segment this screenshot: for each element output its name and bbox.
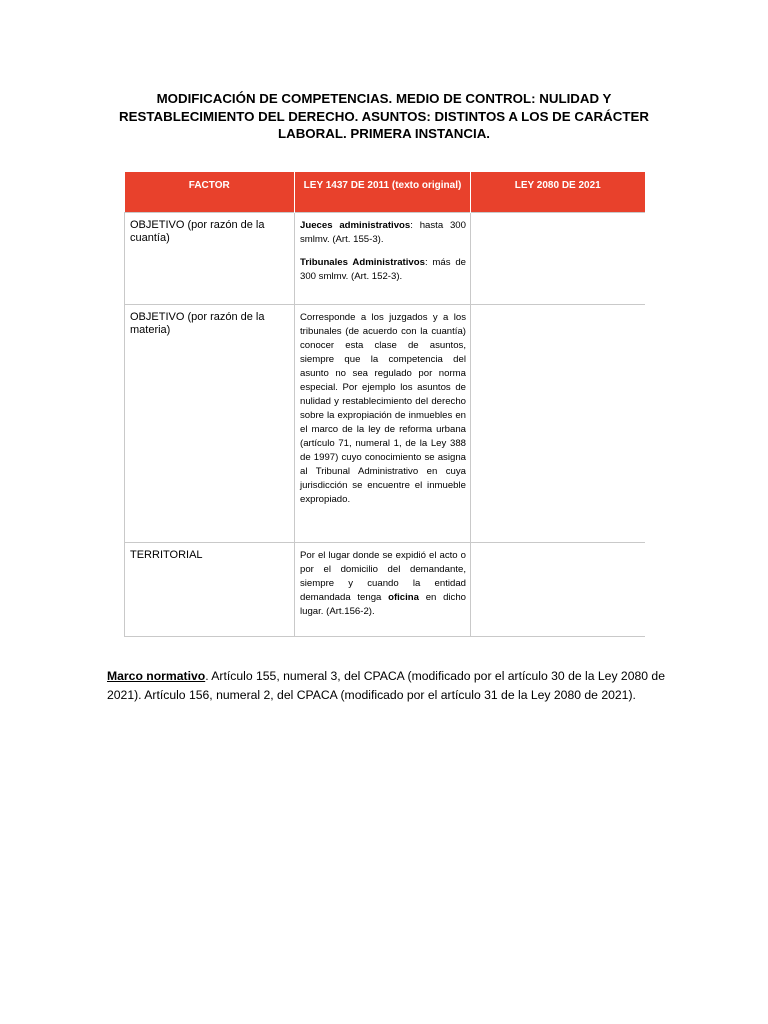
header-factor: FACTOR [125, 172, 295, 213]
territorial-text-after: en dicho lugar. (Art.156-2). [300, 592, 466, 617]
tribunales-label: Tribunales Administrativos [300, 257, 425, 268]
ley-2080-cell [471, 305, 645, 543]
territorial-text-bold: oficina [388, 592, 419, 603]
jueces-text: : hasta 300 smlmv. (Art. 155-3). [300, 220, 466, 245]
factor-cell: OBJETIVO (por razón de la materia) [125, 305, 295, 543]
table-row [125, 305, 645, 543]
ley-1437-cell [295, 305, 471, 543]
competencias-table [124, 172, 645, 637]
jueces-label: Jueces administrativos [300, 220, 411, 231]
table-row [125, 213, 645, 305]
marco-normativo-text: . Artículo 155, numeral 3, del CPACA (modificado por el artículo 30 de la Ley 2080 de 2021). Artículo 156, numeral 2, del CPACA (modificado por el artículo 31 de la Ley 2080 de 2021). [107, 669, 665, 702]
marco-normativo-paragraph [107, 667, 667, 705]
ley-1437-cell [295, 543, 471, 637]
document-title: MODIFICACIÓN DE COMPETENCIAS. MEDIO DE CONTROL: NULIDAD Y RESTABLECIMIENTO DEL DERECHO. ASUNTOS: DISTINTOS A LOS DE CARÁCTER LABORAL. PRIMERA INSTANCIA. [119, 91, 649, 141]
table-row [125, 543, 645, 637]
factor-cell: TERRITORIAL [125, 543, 295, 637]
marco-normativo-label: Marco normativo [107, 669, 206, 683]
header-ley-1437: LEY 1437 DE 2011 (texto original) [295, 172, 471, 213]
ley-2080-cell [471, 543, 645, 637]
territorial-text-before: Por el lugar donde se expidió el acto o por el domicilio del demandante, siempre y cuando la entidad demandada tenga [300, 550, 466, 603]
header-ley-2080: LEY 2080 DE 2021 [471, 172, 645, 213]
tribunales-text: : más de 300 smlmv. (Art. 152-3). [300, 257, 466, 282]
factor-cell: OBJETIVO (por razón de la cuantía) [125, 213, 295, 305]
table-header-row [125, 172, 645, 213]
materia-text: Corresponde a los juzgados y a los tribunales (de acuerdo con la cuantía) conocer esta clase de asuntos, siempre que la competencia del asunto no sea regulado por norma especial. Por ejemplo los asuntos de nulidad y restablecimiento del derecho sobre la expropiación de inmuebles en el marco de la ley de reforma urbana (artículo 71, numeral 1, de la Ley 388 de 1997) cuyo conocimiento se asigna al Tribunal Administrativo en cuya jurisdicción se encuentre el inmueble expropiado. [300, 312, 466, 505]
ley-2080-cell [471, 213, 645, 305]
ley-1437-cell [295, 213, 471, 305]
